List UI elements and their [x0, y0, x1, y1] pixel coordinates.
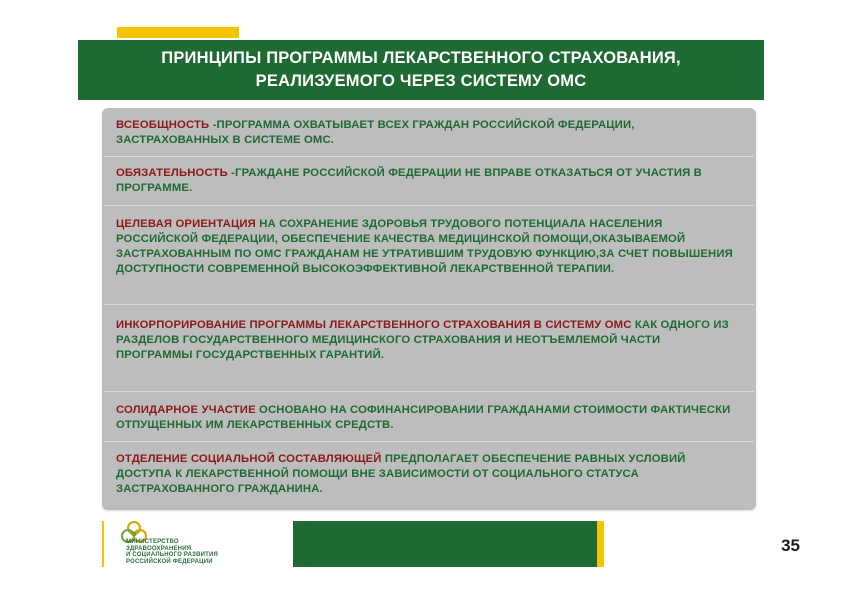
top-accent-bar [117, 27, 239, 38]
principle-term: ОТДЕЛЕНИЕ СОЦИАЛЬНОЙ СОСТАВЛЯЮЩЕЙ [116, 453, 382, 465]
separator [104, 156, 754, 157]
principle-term: ЦЕЛЕВАЯ ОРИЕНТАЦИЯ [116, 218, 256, 230]
principle-term: ВСЕОБЩНОСТЬ [116, 119, 210, 131]
principle-term: ИНКОРПОРИРОВАНИЕ ПРОГРАММЫ ЛЕКАРСТВЕННОГО СТРАХОВАНИЯ В СИСТЕМУ ОМС [116, 319, 632, 331]
separator [104, 441, 754, 442]
logo-divider [102, 521, 104, 567]
principle-target-orientation [116, 217, 736, 277]
principle-text: -ПРОГРАММА ОХВАТЫВАЕТ ВСЕХ ГРАЖДАН РОССИЙСКОЙ ФЕДЕРАЦИИ, ЗАСТРАХОВАННЫХ В СИСТЕМЕ ОМС. [116, 119, 635, 146]
page-number: 35 [781, 536, 800, 555]
slide-title: ПРИНЦИПЫ ПРОГРАММЫ ЛЕКАРСТВЕННОГО СТРАХОВАНИЯ, РЕАЛИЗУЕМОГО ЧЕРЕЗ СИСТЕМУ ОМС [161, 49, 681, 90]
separator [104, 304, 754, 305]
principle-solidarity [116, 403, 736, 433]
principle-text: НА СОХРАНЕНИЕ ЗДОРОВЬЯ ТРУДОВОГО ПОТЕНЦИАЛА НАСЕЛЕНИЯ РОССИЙСКОЙ ФЕДЕРАЦИИ, ОБЕСПЕЧЕНИЕ КАЧЕСТВА МЕДИЦИНСКОЙ ПОМОЩИ,ОКАЗЫВАЕМОЙ ЗАСТРАХОВАННЫМ ПО ОМС ГРАЖДАНАМ НЕ УТРАТИВШИМ ТРУДОВУЮ ФУНКЦИЮ,ЗА СЧЕТ ПОВЫШЕНИЯ ДОСТУПНОСТИ СОВРЕМЕННОЙ ВЫСОКОЭФФЕКТИВНОЙ ЛЕКАРСТВЕННОЙ ТЕРАПИИ. [116, 218, 733, 275]
footer-green-bar [293, 521, 597, 567]
principle-text: КАК ОДНОГО ИЗ РАЗДЕЛОВ ГОСУДАРСТВЕННОГО МЕДИЦИНСКОГО СТРАХОВАНИЯ И НЕОТЪЕМЛЕМОЙ ЧАСТИ ПРОГРАММЫ ГОСУДАРСТВЕННЫХ ГАРАНТИЙ. [116, 319, 729, 361]
ministry-name: МИНИСТЕРСТВО ЗДРАВООХРАНЕНИЯ И СОЦИАЛЬНОГО РАЗВИТИЯ РОССИЙСКОЙ ФЕДЕРАЦИИ [126, 539, 219, 565]
principle-term: СОЛИДАРНОЕ УЧАСТИЕ [116, 404, 256, 416]
principle-social-separation [116, 452, 736, 497]
principle-text: ОСНОВАНО НА СОФИНАНСИРОВАНИИ ГРАЖДАНАМИ СТОИМОСТИ ФАКТИЧЕСКИ ОТПУЩЕННЫХ ИМ ЛЕКАРСТВЕННЫХ СРЕДСТВ. [116, 404, 731, 431]
title-bar [78, 40, 764, 100]
principle-universality [116, 118, 736, 148]
principle-text: ПРЕДПОЛАГАЕТ ОБЕСПЕЧЕНИЕ РАВНЫХ УСЛОВИЙ ДОСТУПА К ЛЕКАРСТВЕННОЙ ПОМОЩИ ВНЕ ЗАВИСИМОСТИ ОТ СОЦИАЛЬНОГО СТАТУСА ЗАСТРАХОВАННОГО ГРАЖДАНИНА. [116, 453, 686, 495]
separator [104, 391, 754, 392]
principle-term: ОБЯЗАТЕЛЬНОСТЬ [116, 167, 228, 179]
principle-text: -ГРАЖДАНЕ РОССИЙСКОЙ ФЕДЕРАЦИИ НЕ ВПРАВЕ ОТКАЗАТЬСЯ ОТ УЧАСТИЯ В ПРОГРАММЕ. [116, 167, 702, 194]
principle-obligation [116, 166, 736, 196]
principle-incorporation [116, 318, 736, 363]
separator [104, 205, 754, 206]
footer-yellow-bar [597, 521, 604, 567]
